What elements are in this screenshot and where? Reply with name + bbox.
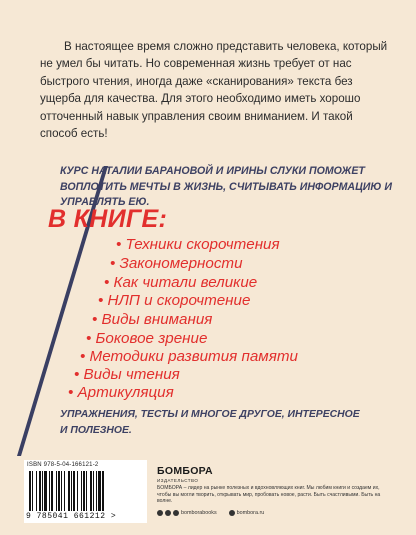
topic-item: • Как читали великие xyxy=(104,274,258,291)
barcode-bar xyxy=(73,471,75,511)
barcode-bar xyxy=(49,471,50,511)
barcode-bar xyxy=(98,471,101,511)
barcode-bar xyxy=(68,471,70,511)
topic-item: • Виды внимания xyxy=(92,311,213,328)
barcode-bar xyxy=(96,471,97,511)
barcode-bar xyxy=(44,471,47,511)
publisher-logo: БОМБОРА xyxy=(157,465,213,477)
social-handle: bomborabooks xyxy=(181,510,217,516)
website-link: bombora.ru xyxy=(236,510,265,516)
publisher-blurb: БОМБОРА – лидер на рынке полезных и вдохновляющих книг. Мы любим книги и создаем их, чтобы вы могли творить, открывать мир, пробовать новое, расти. Быть счастливыми. Быть на волне. xyxy=(157,485,381,505)
barcode-bar xyxy=(58,471,60,511)
barcode-bar xyxy=(29,471,31,511)
barcode-bar xyxy=(61,471,62,511)
barcode-bar xyxy=(64,471,65,511)
barcode-bar xyxy=(81,471,82,511)
topic-item: • Техники скорочтения xyxy=(116,236,280,253)
youtube-icon xyxy=(173,510,179,516)
publisher-subtitle: ИЗДАТЕЛЬСТВО xyxy=(157,478,199,483)
intro-paragraph: В настоящее время сложно представить человека, который не умел бы читать. Но современная жизнь требует от нас быстрого чтения, иногда даже «сканирования» текста без ущерба для качества. Для этого необходимо иметь хорошо отточенный навык управления своим вниманием. И такой способ есть! xyxy=(40,40,388,141)
topic-item: • Закономерности xyxy=(110,255,243,272)
barcode-bar xyxy=(42,471,43,511)
course-description: КУРС НАТАЛИИ БАРАНОВОЙ И ИРИНЫ СЛУКИ ПОМОЖЕТ ВОПЛОТИТЬ МЕЧТЫ В ЖИЗНЬ, СЧИТЫВАТЬ ИНФОРМАЦИЮ И УПРАВЛЯТЬ ЕЮ. xyxy=(60,165,393,209)
topic-item: • Виды чтения xyxy=(74,366,180,383)
barcode-bar xyxy=(83,471,85,511)
barcode-bar xyxy=(93,471,94,511)
vk-icon xyxy=(165,510,171,516)
barcode-graphic xyxy=(28,471,143,511)
barcode-bar xyxy=(56,471,57,511)
topic-item: • Артикуляция xyxy=(68,384,174,401)
barcode-bar xyxy=(86,471,87,511)
barcode-bar xyxy=(39,471,41,511)
closing-text: УПРАЖНЕНИЯ, ТЕСТЫ И МНОГОЕ ДРУГОЕ, ИНТЕРЕСНОЕ И ПОЛЕЗНОЕ. xyxy=(60,409,360,436)
barcode-bar xyxy=(36,471,37,511)
barcode-bar xyxy=(51,471,53,511)
barcode-bar xyxy=(90,471,92,511)
isbn-label: ISBN 978-5-04-166121-2 xyxy=(27,462,99,468)
barcode-bar xyxy=(32,471,33,511)
barcode-panel xyxy=(24,460,147,523)
barcode-bar xyxy=(71,471,72,511)
topic-item: • НЛП и скорочтение xyxy=(98,292,251,309)
barcode-bar xyxy=(77,471,78,511)
topic-item: • Методики развития памяти xyxy=(80,348,298,365)
barcode-bar xyxy=(102,471,104,511)
in-book-heading: В КНИГЕ: xyxy=(48,205,168,233)
web-icon xyxy=(229,510,235,516)
social-links xyxy=(157,508,264,518)
barcode-number: 9 785041 661212 > xyxy=(26,512,117,521)
instagram-icon xyxy=(157,510,163,516)
topic-item: • Боковое зрение xyxy=(86,330,208,347)
